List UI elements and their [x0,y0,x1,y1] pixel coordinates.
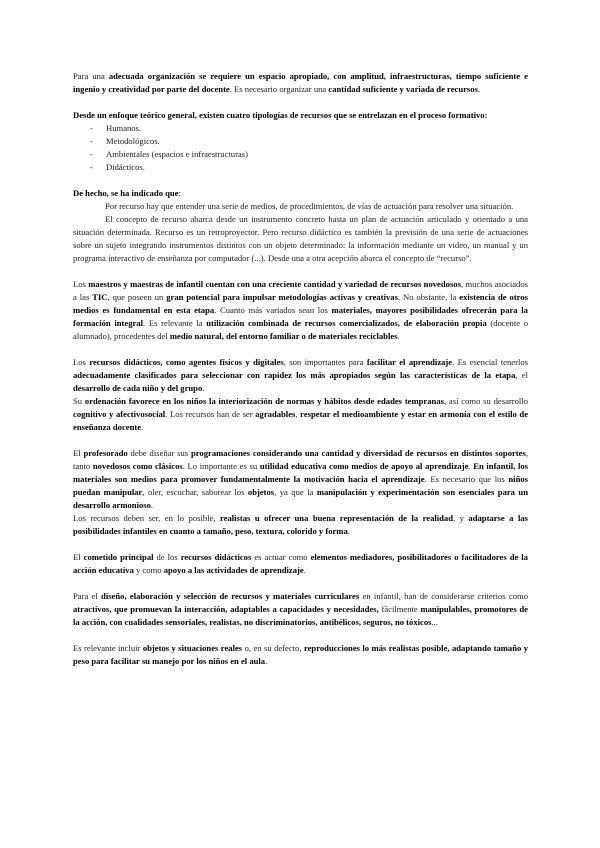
bold-run: facilitar el aprendizaje [366,357,453,367]
bold-run: objetos y situaciones reales [142,643,243,653]
text-run: Por recurso hay que entender una serie de medios, de procedimientos, de vías de actuación para resolver una situación. [105,201,514,211]
text-run: en infantil, han de considerarse criterios como [359,591,528,601]
bold-run: objetos [247,487,275,497]
bold-run: medio natural, del entorno familiar o de materiales reciclables [169,331,398,341]
bold-run: En infantil, los materiales son medios para promover fundamentalmente la motivación hacia el aprendizaje [73,461,528,484]
paragraph-quote-heading [73,187,528,200]
text-run: Los recursos deben ser, en lo posible, [73,513,220,523]
bold-run: elementos mediadores, posibilitadores o facilitadores de la acción educativa [73,552,528,575]
text-run: El concepto de recurso abarca desde un instrumento concreto hasta un plan de actuación articulado y orientado a una situación determinada. Recurso es un retroproyector. Pero recurso didáctico es también la previsión de una serie de actuaciones sobre un sujeto integrando instrumentos distintos con un objeto determinado: la información mediante un video, un manual y un programa interactivo de enseñanza por computador (...). Desde una a otra acepción abarca el concepto de “recurso”. [73,214,528,263]
bold-run: utilidad educativa como medios de apoyo al aprendizaje [259,461,469,471]
text-run: , muchos asociados a las [73,279,528,302]
text-run: . No obstante, la [397,292,460,302]
bold-run: manipulables, promotores de la acción, con cualidades sensoriales, realistas, no discriminatorios, antibélicos, seguros, no tóxicos [73,604,528,627]
text-run: Para el [73,591,102,601]
bold-run: realistas u ofrecer una buena representación de la realidad [220,513,454,523]
text-run: , son importantes para [283,357,367,367]
paragraph-realistic-resources [73,512,528,538]
bold-run: agradables [255,409,296,419]
text-run: , [295,409,301,419]
text-run: , el [515,370,528,380]
text-run: . [303,565,306,575]
text-run: , y [453,513,469,523]
text-run: . Cuanto más variados sean los [214,305,332,315]
text-run: . Es relevante la [143,318,207,328]
text-run: , tanto [73,448,528,471]
text-run: . [397,331,400,341]
text-run: , ya que la [274,487,317,497]
paragraph-real-objects [73,642,528,668]
text-run: . [477,84,481,94]
bold-run: adaptarse a las posibilidades infantiles en cuanto a tamaño, peso, textura, colorido y forma [73,513,528,536]
text-run: El [73,552,84,562]
paragraph-didactic-resources [73,356,528,395]
bold-run: recursos didácticos [180,552,252,562]
list-item: - Humanos. [73,122,528,135]
bold-run: recursos didácticos, como agentes físicos y digitales [89,357,284,367]
list-item: - Didácticos. [73,161,528,174]
bold-run: TIC [92,292,108,302]
text-run: ... [431,617,438,627]
paragraph-design-criteria [73,590,528,629]
paragraph-organization [73,70,528,96]
bold-run: profesorado [83,448,128,458]
bold-run: programaciones considerando una cantidad y diversidad de recursos en distintos soportes [190,448,526,458]
bold-run: apoyo a las actividades de aprendizaje [163,565,304,575]
bold-run: cognitivo y afectivosocial [73,409,166,419]
text-run: debe diseñar sus [127,448,191,458]
text-run: . [265,656,268,666]
bold-run: novedosos como clásicos [92,461,183,471]
text-run: Para una [73,71,109,81]
bold-run: diseño, elaboración y selección de recursos y materiales curriculares [101,591,360,601]
bold-run: adecuadamente clasificados para seleccionar con rapidez los más apropiados según las características de la etapa [73,370,516,380]
text-run: es actuar como [251,552,311,562]
text-run: , así como su desarrollo [443,396,528,406]
bold-run: De hecho, se ha indicado que [73,188,179,198]
text-run: Los [73,357,90,367]
document-page [73,70,528,681]
text-run: o, en su defecto, [242,643,304,653]
bold-run: reproducciones lo más realistas posible, adaptando tamaño y peso para facilitar su manejo por los niños en el aula [73,643,529,666]
bold-run: adecuada organización se requiere un espacio apropiado, con amplitud, infraestructuras, tiempo suficiente e ingenio y creatividad por parte del docente [73,71,528,94]
bold-run: utilización combinada de recursos comercializados, de elaboración propia [206,318,487,328]
paragraph-quote-body-2 [73,213,528,265]
bold-run: existencia de otros medios es fundamental en esta etapa [73,292,528,315]
text-run: , oler, escuchar, saborear los [142,487,248,497]
text-run: de los [153,552,181,562]
text-run: Su [73,396,85,406]
text-run: : [178,188,181,198]
bold-run: cantidad suficiente y variada de recursos [328,84,478,94]
text-run: y como [133,565,164,575]
paragraph-teachers-resources [73,278,528,343]
bold-run: Desde un enfoque teórico general, existen cuatro tipologías de recursos que se entrelazan en el proceso formativo: [73,110,488,120]
text-run: . [202,383,205,393]
text-run: . [468,461,474,471]
paragraph-teachers-design [73,447,528,512]
bold-run: materiales, mayores posibilidades ofrecerán para la formación integral [73,305,528,328]
text-run: . Lo importante es su [182,461,260,471]
paragraph-quote-body-1 [73,200,528,213]
bold-run: niños puedan manipular [73,474,528,497]
bold-run: cometido principal [83,552,154,562]
list-item: - Metodológicos. [73,135,528,148]
bold-run: ordenación favorece en los niños la interiorización de normas y hábitos desde edades tempranas [84,396,444,406]
text-run: . Es necesario que los [424,474,509,484]
text-run: . Los recursos han de ser [165,409,256,419]
resource-types-list [73,122,528,174]
bold-run: maestros y maestras de infantil cuentan con una creciente cantidad y variedad de recursos novedosos [88,279,461,289]
text-run: Es relevante incluir [73,643,143,653]
text-run: . [347,526,350,536]
bold-run: desarrollo de cada niño y del grupo [73,383,203,393]
text-run: Los [73,279,89,289]
text-run: El [73,448,84,458]
text-run: (docente o alumnado), procedentes del [73,318,529,341]
paragraph-ordering [73,395,528,434]
text-run: , que poseen un [107,292,167,302]
bold-run: respetar el medioambiente y estar en armonía con el estilo de enseñanza docente [73,409,529,432]
text-run: fácilmente [378,604,421,614]
text-run: . Es esencial tenerlos [452,357,528,367]
paragraph-resource-types-intro [73,109,528,122]
bold-run: gran potencial para impulsar metodologías activas y creativas [166,292,398,302]
text-run: . Es necesario organizar una [229,84,329,94]
paragraph-main-role [73,551,528,577]
text-run: . [150,500,154,510]
bold-run: atractivos, que promuevan la interacción, adaptables a capacidades y necesidades, [73,604,379,614]
bold-run: manipulación y experimentación son esenciales para un desarrollo armonioso [73,487,528,510]
text-run: . [141,422,144,432]
list-item: - Ambientales (espacios e infraestructuras) [73,148,528,161]
